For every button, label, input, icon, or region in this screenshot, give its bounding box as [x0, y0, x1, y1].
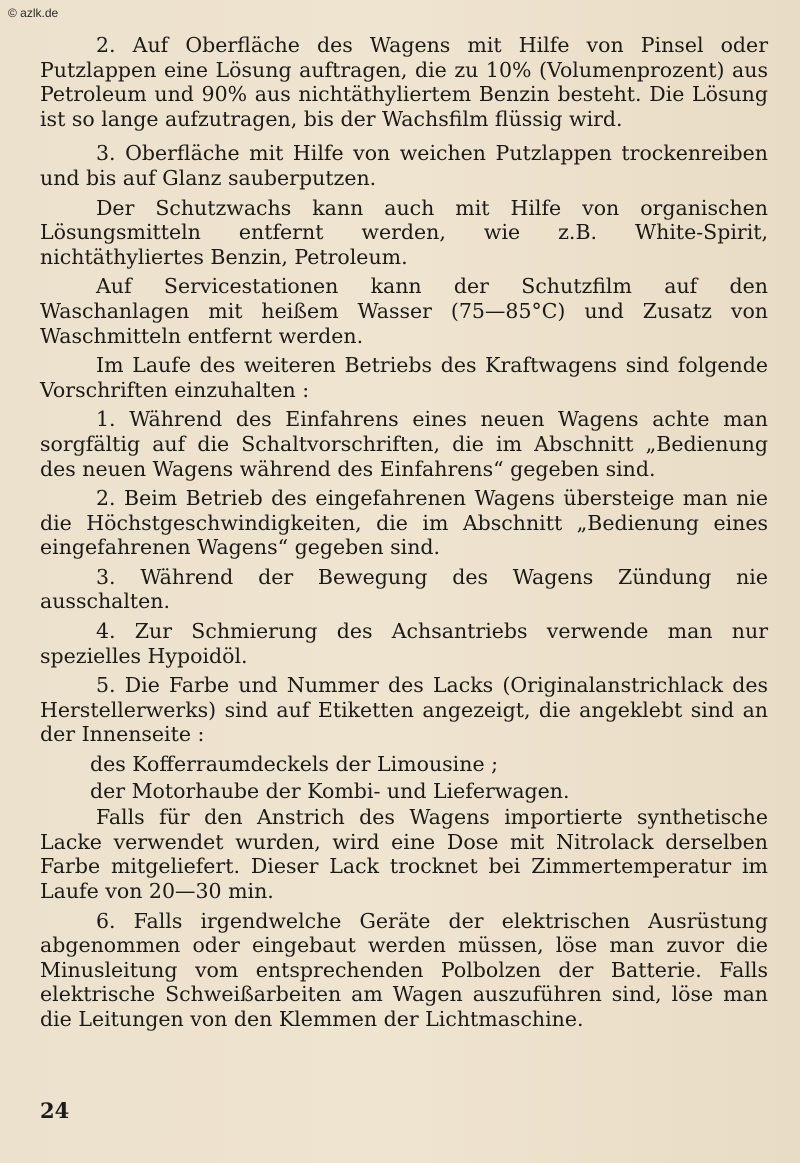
paragraph-nitro-lacquer: Falls für den Anstrich des Wagens importierte synthetische Lacke verwendet wurden, wird eine Dose mit Nitrolack derselben Farbe mitgeliefert. Dieser Lack trocknet bei Zimmertemperatur im Laufe von 20—30 min. [40, 805, 768, 903]
paragraph-step-3: 3. Oberfläche mit Hilfe von weichen Putzlappen trockenreiben und bis auf Glanz sauberputzen. [40, 141, 768, 190]
paragraph-rule-5: 5. Die Farbe und Nummer des Lacks (Originalanstrichlack des Herstellerwerks) sind auf Etiketten angezeigt, die angeklebt sind an der Innenseite : [40, 673, 768, 747]
copyright-watermark: © azlk.de [8, 6, 59, 20]
paragraph-rule-6: 6. Falls irgendwelche Geräte der elektrischen Ausrüstung abgenommen oder eingebaut werden müssen, löse man zuvor die Minusleitung vom entsprechenden Polbolzen der Batterie. Falls elektrische Schweißarbeiten am Wagen auszuführen sind, löse man die Leitungen von den Klemmen der Lichtmaschine. [40, 908, 768, 1031]
page-number: 24 [40, 1098, 70, 1123]
paragraph-solvents: Der Schutzwachs kann auch mit Hilfe von organischen Lösungsmitteln entfernt werden, wie z.B. White-Spirit, nichtäthyliertes Benzin, Petroleum. [40, 195, 768, 269]
list-item-hood: der Motorhaube der Kombi- und Lieferwagen. [90, 778, 570, 803]
paragraph-rules-intro: Im Laufe des weiteren Betriebs des Kraftwagens sind folgende Vorschriften einzuhalten : [40, 353, 768, 402]
paragraph-rule-2: 2. Beim Betrieb des eingefahrenen Wagens übersteige man nie die Höchstgeschwindigkeiten, die im Abschnitt „Bedienung eines eingefahrenen Wagens“ gegeben sind. [40, 486, 768, 560]
paragraph-service-stations: Auf Servicestationen kann der Schutzfilm auf den Waschanlagen mit heißem Wasser (75—85°C) und Zusatz von Waschmitteln entfernt werden. [40, 274, 768, 348]
paragraph-step-2: 2. Auf Oberfläche des Wagens mit Hilfe von Pinsel oder Putzlappen eine Lösung auftragen, die zu 10% (Volumenprozent) aus Petroleum und 90% aus nichtäthyliertem Benzin besteht. Die Lösung ist so lange aufzutragen, bis der Wachsfilm flüssig wird. [40, 33, 768, 131]
paragraph-rule-4: 4. Zur Schmierung des Achsantriebs verwende man nur spezielles Hypoidöl. [40, 619, 768, 668]
paragraph-rule-1: 1. Während des Einfahrens eines neuen Wagens achte man sorgfältig auf die Schaltvorschriften, die im Abschnitt „Bedienung des neuen Wagens während des Einfahrens“ gegeben sind. [40, 407, 768, 481]
body-text [40, 33, 768, 1037]
list-item-trunk-lid: des Kofferraumdeckels der Limousine ; [90, 752, 498, 777]
paragraph-rule-3: 3. Während der Bewegung des Wagens Zündung nie ausschalten. [40, 564, 768, 614]
